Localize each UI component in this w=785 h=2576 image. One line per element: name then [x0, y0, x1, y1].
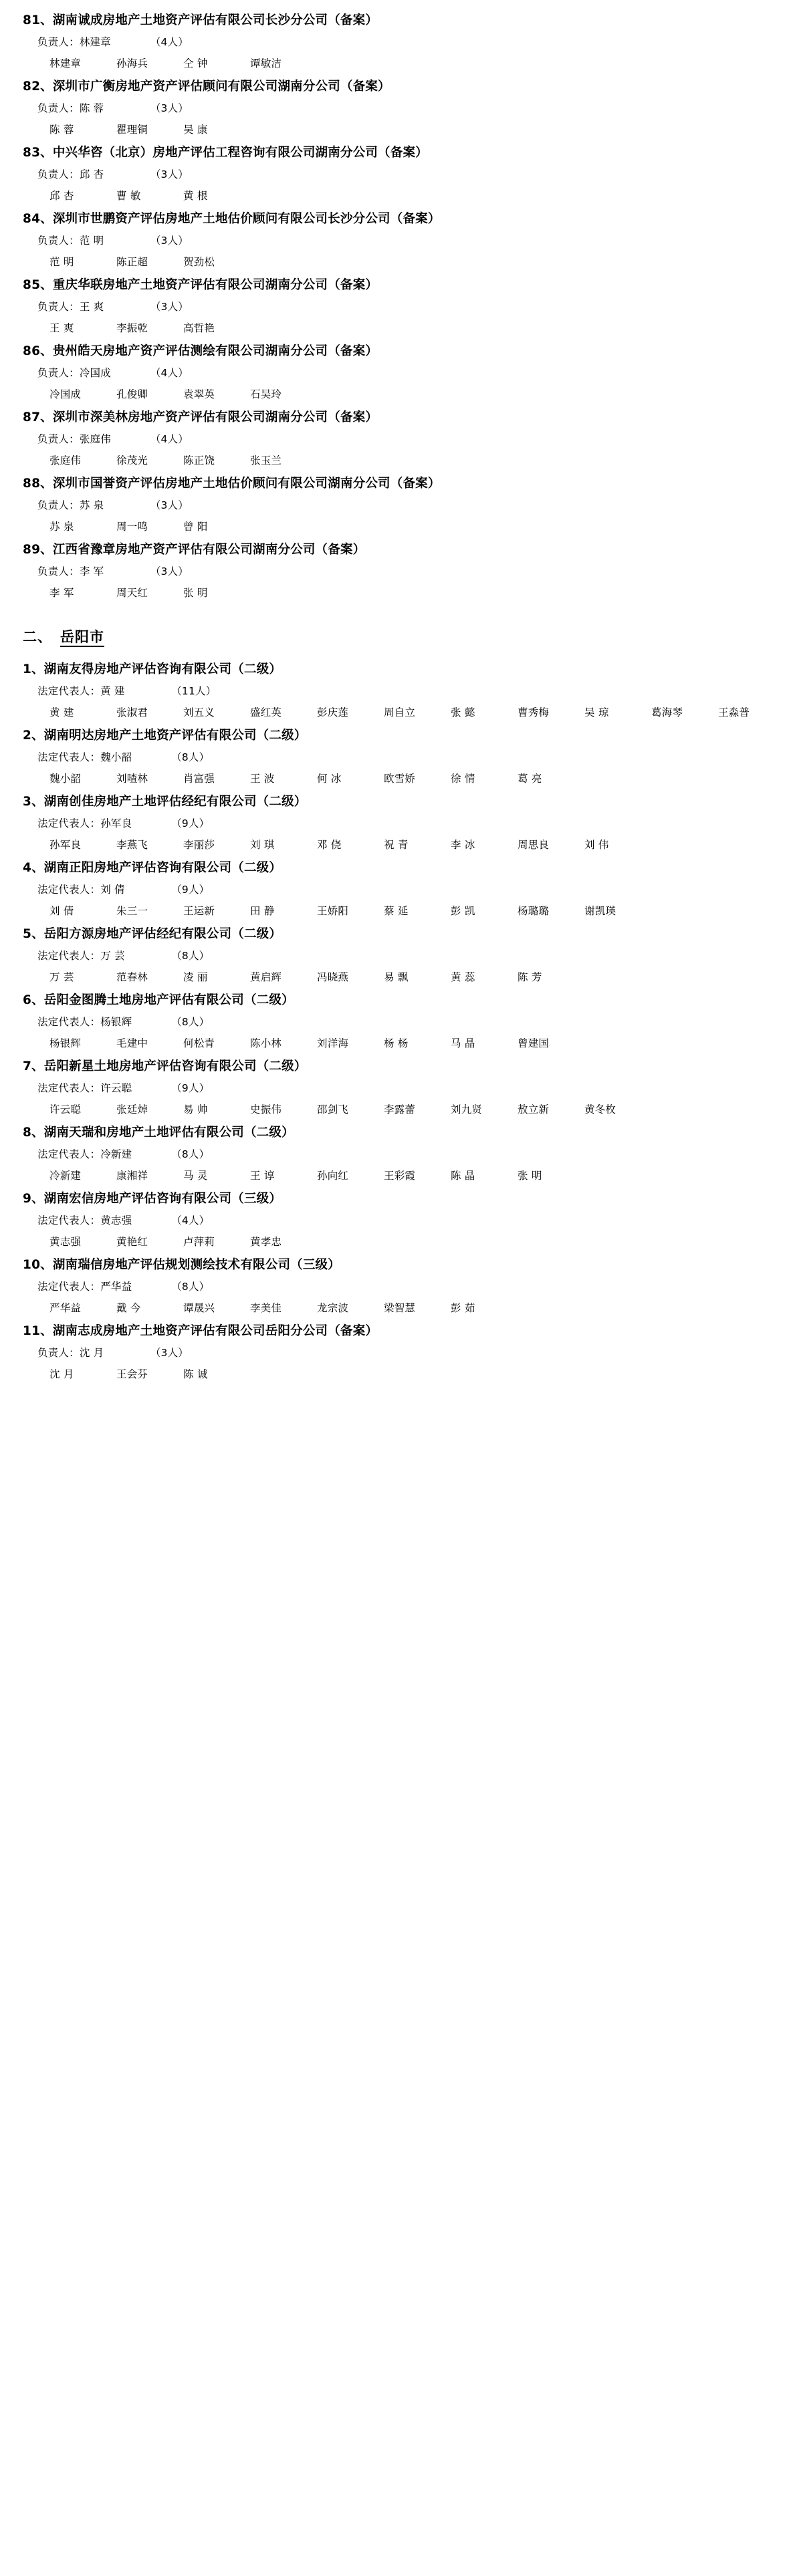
company-name: 湖南友得房地产评估咨询有限公司（二级）: [43, 662, 282, 676]
representative-name: 孙军良: [100, 817, 132, 829]
company-name: 深圳市深美林房地产资产评估有限公司湖南分公司（备案）: [52, 410, 378, 424]
member-name: 马 晶: [451, 1037, 475, 1049]
member-name: 范春林: [116, 971, 148, 983]
entry-index: 2、: [23, 729, 44, 743]
member-name: 陈 蓉: [49, 124, 74, 136]
company-line: [23, 1055, 679, 1078]
representative-label: 负责人：: [37, 36, 80, 48]
member-name: 欧雪娇: [384, 773, 416, 785]
company-name: 湖南瑞信房地产评估规划测绘技术有限公司（三级）: [52, 1258, 340, 1272]
company-name: 湖南宏信房地产评估咨询有限公司（三级）: [43, 1192, 282, 1206]
representative-line: [23, 1078, 679, 1099]
member-name: 曹 敏: [116, 190, 141, 202]
member-name: 徐 情: [451, 773, 475, 785]
representative-name: 严华益: [100, 1281, 132, 1293]
section-heading: [23, 624, 679, 650]
company-entry: [23, 1320, 679, 1385]
company-line: [23, 142, 679, 164]
company-entry: [23, 1122, 679, 1186]
member-name: 冷新建: [49, 1170, 82, 1182]
representative-name: 许云聪: [100, 1082, 132, 1094]
entry-index: 81、: [23, 13, 53, 27]
representative-label: 法定代表人：: [37, 751, 101, 763]
company-line: [23, 340, 679, 363]
section-title: 岳阳市: [60, 629, 104, 647]
company-entry: [23, 1055, 679, 1120]
company-name: 岳阳金图腾土地房地产评估有限公司（二级）: [43, 993, 294, 1007]
member-name: 谢凯瑛: [584, 905, 616, 917]
member-name: 王淼普: [718, 706, 750, 719]
member-count: （3人）: [150, 301, 189, 313]
representative-label: 法定代表人：: [37, 1148, 101, 1160]
entry-index: 4、: [23, 861, 44, 875]
member-name: 梁智慧: [384, 1302, 416, 1314]
member-count: （8人）: [171, 1148, 210, 1160]
member-name: 陈 晶: [451, 1170, 475, 1182]
company-name: 湖南志成房地产土地资产评估有限公司岳阳分公司（备案）: [52, 1324, 378, 1338]
member-name: 范 明: [49, 256, 74, 268]
member-name: 刘 琪: [250, 839, 275, 851]
entry-index: 87、: [23, 410, 53, 424]
entry-index: 10、: [23, 1258, 53, 1272]
company-entry: [23, 274, 679, 339]
member-name: 瞿理铜: [116, 124, 148, 136]
member-name: 龙宗波: [317, 1302, 349, 1314]
member-name: 康湘祥: [116, 1170, 148, 1182]
member-name: 刘九贤: [451, 1104, 483, 1116]
member-name: 张庭伟: [49, 455, 82, 467]
representative-line: [23, 297, 679, 317]
member-name: 邓 侥: [317, 839, 342, 851]
member-count: （8人）: [171, 950, 210, 962]
member-name: 陈 诚: [183, 1368, 208, 1380]
member-count: （8人）: [171, 1281, 210, 1293]
representative-line: [23, 495, 679, 516]
member-list: [23, 53, 679, 74]
representative-label: 负责人：: [37, 565, 80, 577]
member-name: 仝 钟: [183, 57, 208, 70]
member-name: 马 灵: [183, 1170, 208, 1182]
company-entry: [23, 1188, 679, 1253]
member-list: [23, 1099, 679, 1120]
company-line: [23, 406, 679, 429]
member-list: [23, 516, 679, 537]
representative-line: [23, 32, 679, 53]
member-name: 吴 琼: [584, 706, 609, 719]
member-name: 孙向红: [317, 1170, 349, 1182]
member-name: 石吴玲: [250, 388, 282, 400]
representative-line: [23, 1210, 679, 1231]
member-name: 史振伟: [250, 1104, 282, 1116]
representative-line: [23, 98, 679, 119]
company-line: [23, 725, 679, 747]
representative-line: [23, 164, 679, 185]
company-name: 深圳市广衡房地产资产评估顾问有限公司湖南分公司（备案）: [52, 80, 390, 94]
member-list: [23, 1364, 679, 1385]
member-name: 黄孝忠: [250, 1236, 282, 1248]
representative-name: 张庭伟: [79, 433, 111, 445]
entry-index: 85、: [23, 278, 53, 292]
company-entry: [23, 208, 679, 273]
company-name: 岳阳新星土地房地产评估咨询有限公司（二级）: [43, 1059, 307, 1073]
member-count: （3人）: [150, 499, 189, 511]
member-name: 陈正饶: [183, 455, 215, 467]
member-count: （3人）: [150, 102, 189, 114]
member-list: [23, 834, 679, 856]
member-list: [23, 251, 679, 273]
representative-label: 负责人：: [37, 1347, 80, 1359]
company-name: 深圳市国誉资产评估房地产土地估价顾问有限公司湖南分公司（备案）: [52, 477, 441, 491]
member-name: 陈正超: [116, 256, 148, 268]
representative-label: 法定代表人：: [37, 884, 101, 896]
document-content: [23, 9, 750, 1385]
member-name: 葛海琴: [651, 706, 683, 719]
member-name: 孙军良: [49, 839, 82, 851]
company-line: [23, 791, 679, 813]
representative-name: 刘 倩: [100, 884, 125, 896]
company-entry: [23, 539, 679, 604]
company-line: [23, 1254, 679, 1277]
section-number: 二、: [23, 629, 52, 645]
company-entry: [23, 923, 679, 988]
company-name: 湖南明达房地产土地资产评估有限公司（二级）: [43, 729, 307, 743]
member-count: （9人）: [171, 884, 210, 896]
member-name: 张玉兰: [250, 455, 282, 467]
company-line: [23, 857, 679, 880]
company-line: [23, 539, 679, 561]
member-list: [23, 900, 679, 922]
member-name: 张 明: [183, 587, 208, 599]
company-line: [23, 208, 679, 231]
representative-label: 负责人：: [37, 433, 80, 445]
representative-line: [23, 561, 679, 582]
member-name: 刘五义: [183, 706, 215, 719]
member-name: 王彩霞: [384, 1170, 416, 1182]
company-name: 湖南天瑞和房地产土地评估有限公司（二级）: [43, 1126, 294, 1140]
representative-line: [23, 747, 679, 768]
member-list: [23, 768, 679, 789]
member-name: 王 爽: [49, 322, 74, 334]
member-name: 王 谆: [250, 1170, 275, 1182]
member-name: 黄志强: [49, 1236, 82, 1248]
member-name: 杨璐璐: [518, 905, 550, 917]
entry-index: 9、: [23, 1192, 44, 1206]
member-name: 王运新: [183, 905, 215, 917]
representative-line: [23, 880, 679, 900]
member-name: 周天红: [116, 587, 148, 599]
member-count: （11人）: [171, 685, 217, 697]
representative-label: 负责人：: [37, 168, 80, 180]
entry-index: 5、: [23, 927, 44, 941]
member-name: 杨 杨: [384, 1037, 409, 1049]
member-name: 张廷焯: [116, 1104, 148, 1116]
entry-index: 7、: [23, 1059, 44, 1073]
member-count: （3人）: [150, 235, 189, 247]
representative-name: 冷国成: [79, 367, 111, 379]
member-count: （8人）: [171, 1016, 210, 1028]
company-entry: [23, 142, 679, 207]
representative-name: 苏 泉: [79, 499, 104, 511]
member-count: （4人）: [150, 36, 189, 48]
member-name: 黄 蕊: [451, 971, 475, 983]
member-name: 贺劲松: [183, 256, 215, 268]
member-name: 葛 亮: [518, 773, 542, 785]
member-name: 肖富强: [183, 773, 215, 785]
member-name: 严华益: [49, 1302, 82, 1314]
member-name: 戴 今: [116, 1302, 141, 1314]
representative-label: 法定代表人：: [37, 1214, 101, 1227]
company-entry: [23, 791, 679, 856]
company-entry: [23, 76, 679, 140]
company-entry: [23, 658, 750, 723]
company-name: 江西省豫章房地产资产评估有限公司湖南分公司（备案）: [52, 543, 366, 557]
member-name: 周思良: [518, 839, 550, 851]
member-name: 邵剑飞: [317, 1104, 349, 1116]
member-name: 冯晓燕: [317, 971, 349, 983]
member-name: 周一鸣: [116, 521, 148, 533]
company-name: 湖南正阳房地产评估咨询有限公司（二级）: [43, 861, 282, 875]
member-name: 毛建中: [116, 1037, 148, 1049]
member-name: 谭敏洁: [250, 57, 282, 70]
entry-index: 84、: [23, 212, 53, 226]
member-name: 何松青: [183, 1037, 215, 1049]
member-name: 凌 丽: [183, 971, 208, 983]
member-list: [23, 1165, 679, 1186]
company-entry: [23, 340, 679, 405]
member-name: 徐茂光: [116, 455, 148, 467]
member-name: 高哲艳: [183, 322, 215, 334]
member-name: 苏 泉: [49, 521, 74, 533]
entry-index: 8、: [23, 1126, 44, 1140]
entry-index: 88、: [23, 477, 53, 491]
entry-index: 86、: [23, 344, 53, 358]
representative-line: [23, 1144, 679, 1165]
member-name: 曹秀梅: [518, 706, 550, 719]
company-line: [23, 274, 679, 297]
entry-index: 3、: [23, 795, 44, 809]
member-name: 张淑君: [116, 706, 148, 719]
company-line: [23, 1320, 679, 1343]
entry-index: 6、: [23, 993, 44, 1007]
member-name: 沈 月: [49, 1368, 74, 1380]
company-entry: [23, 473, 679, 537]
entry-index: 83、: [23, 146, 53, 160]
member-name: 邱 杏: [49, 190, 74, 202]
company-entry: [23, 989, 679, 1054]
member-name: 黄艳红: [116, 1236, 148, 1248]
company-entry: [23, 725, 679, 789]
member-name: 蔡 延: [384, 905, 409, 917]
member-list: [23, 317, 679, 339]
member-name: 谭晟兴: [183, 1302, 215, 1314]
member-count: （4人）: [171, 1214, 210, 1227]
representative-name: 邱 杏: [79, 168, 104, 180]
member-name: 易 飘: [384, 971, 409, 983]
representative-name: 黄志强: [100, 1214, 132, 1227]
member-name: 李振乾: [116, 322, 148, 334]
member-list: [23, 582, 679, 604]
member-name: 何 冰: [317, 773, 342, 785]
member-list: [23, 967, 679, 988]
member-name: 刘洋海: [317, 1037, 349, 1049]
member-name: 孙海兵: [116, 57, 148, 70]
representative-line: [23, 1343, 679, 1364]
representative-label: 法定代表人：: [37, 1281, 101, 1293]
member-name: 刘 倩: [49, 905, 74, 917]
member-name: 林建章: [49, 57, 82, 70]
company-entry: [23, 857, 679, 922]
member-list: [23, 384, 679, 405]
member-name: 张 明: [518, 1170, 542, 1182]
member-name: 黄 根: [183, 190, 208, 202]
member-name: 孔俊卿: [116, 388, 148, 400]
member-name: 黄启辉: [250, 971, 282, 983]
representative-label: 负责人：: [37, 235, 80, 247]
member-count: （4人）: [150, 367, 189, 379]
member-name: 黄 建: [49, 706, 74, 719]
company-line: [23, 9, 679, 32]
representative-label: 负责人：: [37, 102, 80, 114]
company-name: 湖南创佳房地产土地评估经纪有限公司（二级）: [43, 795, 307, 809]
representative-label: 负责人：: [37, 499, 80, 511]
member-name: 许云聪: [49, 1104, 82, 1116]
company-line: [23, 989, 679, 1012]
member-name: 李露蕾: [384, 1104, 416, 1116]
member-name: 万 芸: [49, 971, 74, 983]
representative-line: [23, 946, 679, 967]
representative-name: 黄 建: [100, 685, 125, 697]
representative-label: 法定代表人：: [37, 1016, 101, 1028]
member-list: [23, 185, 679, 207]
company-line: [23, 76, 679, 98]
company-name: 中兴华咨（北京）房地产评估工程咨询有限公司湖南分公司（备案）: [52, 146, 428, 160]
entry-index: 89、: [23, 543, 53, 557]
company-name: 湖南诚成房地产土地资产评估有限公司长沙分公司（备案）: [52, 13, 378, 27]
company-line: [23, 473, 679, 495]
representative-name: 陈 蓉: [79, 102, 104, 114]
entry-index: 1、: [23, 662, 44, 676]
member-name: 王会芬: [116, 1368, 148, 1380]
representative-line: [23, 1012, 679, 1033]
member-name: 朱三一: [116, 905, 148, 917]
representative-name: 冷新建: [100, 1148, 132, 1160]
representative-line: [23, 1277, 679, 1297]
member-name: 王 波: [250, 773, 275, 785]
representative-name: 林建章: [79, 36, 111, 48]
member-count: （8人）: [171, 751, 210, 763]
member-name: 刘喳林: [116, 773, 148, 785]
representative-label: 负责人：: [37, 367, 80, 379]
representative-line: [23, 429, 679, 450]
member-name: 田 静: [250, 905, 275, 917]
representative-label: 负责人：: [37, 301, 80, 313]
entry-index: 82、: [23, 80, 53, 94]
representative-name: 魏小韶: [100, 751, 132, 763]
member-name: 魏小韶: [49, 773, 82, 785]
member-list: [23, 450, 679, 471]
member-name: 冷国成: [49, 388, 82, 400]
representative-label: 法定代表人：: [37, 1082, 101, 1094]
member-name: 周自立: [384, 706, 416, 719]
member-name: 盛红英: [250, 706, 282, 719]
representative-name: 沈 月: [79, 1347, 104, 1359]
member-list: [23, 1033, 679, 1054]
member-name: 卢萍莉: [183, 1236, 215, 1248]
member-name: 彭 凯: [451, 905, 475, 917]
member-name: 吴 康: [183, 124, 208, 136]
company-name: 岳阳方源房地产评估经纪有限公司（二级）: [43, 927, 282, 941]
member-count: （3人）: [150, 1347, 189, 1359]
company-line: [23, 923, 679, 946]
member-name: 李燕飞: [116, 839, 148, 851]
member-name: 陈 芳: [518, 971, 542, 983]
member-name: 王娇阳: [317, 905, 349, 917]
representative-label: 法定代表人：: [37, 817, 101, 829]
representative-line: [23, 231, 679, 251]
company-entry: [23, 9, 679, 74]
representative-line: [23, 681, 679, 702]
representative-label: 法定代表人：: [37, 685, 101, 697]
member-name: 李美佳: [250, 1302, 282, 1314]
member-name: 黄冬枚: [584, 1104, 616, 1116]
member-count: （3人）: [150, 565, 189, 577]
member-name: 袁翠英: [183, 388, 215, 400]
member-name: 彭 茹: [451, 1302, 475, 1314]
member-name: 彭庆莲: [317, 706, 349, 719]
company-entry: [23, 406, 679, 471]
member-count: （9人）: [171, 1082, 210, 1094]
company-name: 重庆华联房地产土地资产评估有限公司湖南分公司（备案）: [52, 278, 378, 292]
member-name: 杨银辉: [49, 1037, 82, 1049]
member-name: 李 军: [49, 587, 74, 599]
member-name: 张 懿: [451, 706, 475, 719]
member-name: 易 帅: [183, 1104, 208, 1116]
company-name: 贵州皓天房地产资产评估测绘有限公司湖南分公司（备案）: [52, 344, 378, 358]
representative-name: 李 军: [79, 565, 104, 577]
representative-name: 王 爽: [79, 301, 104, 313]
member-name: 敖立新: [518, 1104, 550, 1116]
member-list: [23, 702, 750, 723]
member-count: （3人）: [150, 168, 189, 180]
member-name: 祝 青: [384, 839, 409, 851]
entry-index: 11、: [23, 1324, 53, 1338]
member-list: [23, 119, 679, 140]
member-name: 曾 阳: [183, 521, 208, 533]
member-list: [23, 1231, 679, 1253]
company-name: 深圳市世鹏资产评估房地产土地估价顾问有限公司长沙分公司（备案）: [52, 212, 441, 226]
representative-name: 杨银辉: [100, 1016, 132, 1028]
member-count: （9人）: [171, 817, 210, 829]
company-entry: [23, 1254, 679, 1319]
company-line: [23, 1122, 679, 1144]
member-count: （4人）: [150, 433, 189, 445]
representative-label: 法定代表人：: [37, 950, 101, 962]
company-line: [23, 1188, 679, 1210]
company-line: [23, 658, 679, 681]
representative-line: [23, 813, 679, 834]
representative-name: 万 芸: [100, 950, 125, 962]
member-name: 刘 伟: [584, 839, 609, 851]
member-list: [23, 1297, 679, 1319]
member-name: 曾建国: [518, 1037, 550, 1049]
representative-name: 范 明: [79, 235, 104, 247]
member-name: 陈小林: [250, 1037, 282, 1049]
member-name: 李丽莎: [183, 839, 215, 851]
member-name: 李 冰: [451, 839, 475, 851]
representative-line: [23, 363, 679, 384]
